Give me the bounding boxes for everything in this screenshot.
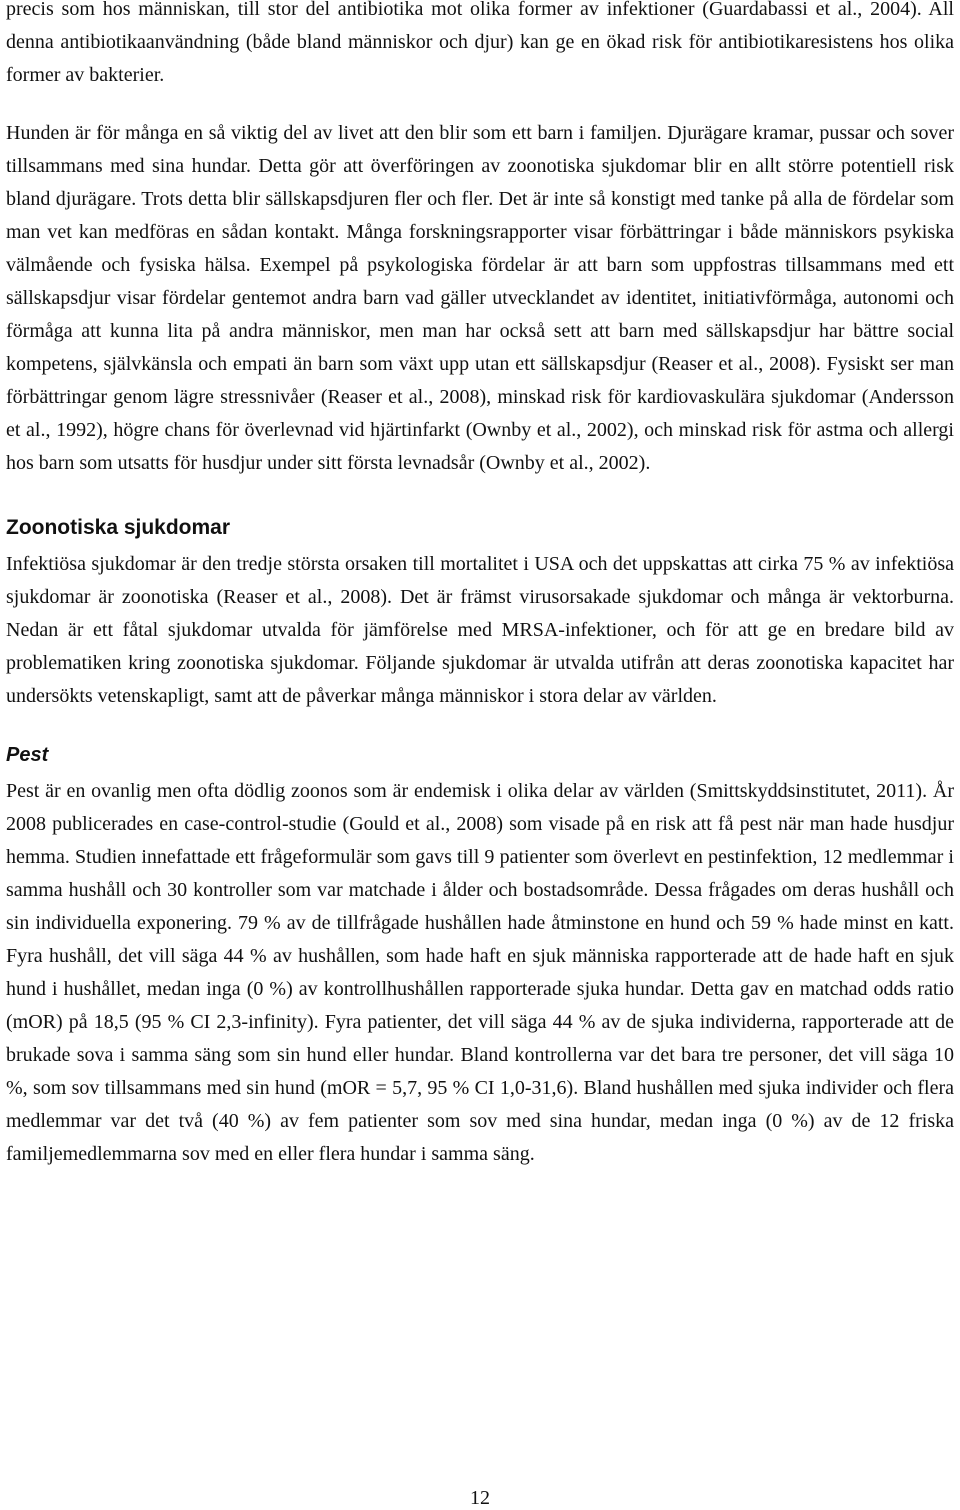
document-page xyxy=(6,0,954,1171)
section-heading: Zoonotiska sjukdomar xyxy=(6,516,231,539)
section-heading-wrapper xyxy=(6,512,954,544)
paragraph-pets-benefits: Hunden är för många en så viktig del av livet att den blir som ett barn i familjen. Djurägare kramar, pussar och sover tillsammans med sina hundar. Detta gör att överföringen av zoonotiska sjukdomar blir en allt större potentiell risk bland djurägare. Trots detta blir sällskapsdjuren fler och fler. Det är inte så konstigt med tanke på alla de fördelar som man vet kan medföras en sådan kontakt. Många forskningsrapporter visar förbättringar i både människors psykiska välmående och fysiska hälsa. Exempel på psykologiska fördelar är att barn som uppfostras tillsammans med ett sällskapsdjur visar fördelar gentemot andra barn vad gäller utvecklandet av identitet, initiativförmåga, autonomi och förmåga att kunna lita på andra människor, men man har också sett att barn med sällskapsdjur har bättre social kompetens, självkänsla och empati än barn som växt upp utan ett sällskapsdjur (Reaser et al., 2008). Fysiskt ser man förbättringar genom lägre stressnivåer (Reaser et al., 2008), minskad risk för kardiovaskulära sjukdomar (Andersson et al., 1992), högre chans för överlevnad vid hjärtinfarkt (Ownby et al., 2002), och minskad risk för astma och allergi hos barn som utsatts för husdjur under sitt första levnadsår (Ownby et al., 2002). xyxy=(6,122,954,474)
page-number: 12 xyxy=(470,1487,490,1509)
paragraph-zoonotic-diseases: Infektiösa sjukdomar är den tredje största orsaken till mortalitet i USA och det uppskattas att cirka 75 % av infektiösa sjukdomar är zoonotiska (Reaser et al., 2008). Det är främst virusorsakade sjukdomar och många är vektorburna. Nedan är ett fåtal sjukdomar utvalda för jämförelse med MRSA-infektioner, och för att ge en bredare bild av problematiken kring zoonotiska sjukdomar. Följande sjukdomar är utvalda utifrån att deras zoonotiska kapacitet har undersökts vetenskapligt, samt att de påverkar många människor i stora delar av världen. xyxy=(6,553,954,707)
subsection-heading-wrapper xyxy=(6,739,954,771)
paragraph-plague: Pest är en ovanlig men ofta dödlig zoonos som är endemisk i olika delar av världen (Smittskyddsinstitutet, 2011). År 2008 publicerades en case-control-studie (Gould et al., 2008) som visade på en risk att få pest när man hade husdjur hemma. Studien innefattade ett frågeformulär som gavs till 9 patienter som överlevt en pestinfektion, 12 medlemmar i samma hushåll och 30 kontroller som var matchade i ålder och bostadsområde. Dessa frågades om deras hushåll och sin individuella exponering. 79 % av de tillfrågade hushållen hade åtminstone en hund och 59 % hade minst en katt. Fyra hushåll, det vill säga 44 % av hushållen, som hade haft en sjuk människa rapporterade att de hade haft en sjuk hund i hushållet, medan inga (0 %) av kontrollhushållen rapporterade sjuka hundar. Detta gav en matchad odds ratio (mOR) på 18,5 (95 % CI 2,3-infinity). Fyra patienter, det vill säga 44 % av de sjuka individerna, rapporterade att de brukade sova i samma säng som sin hund eller hundar. Bland kontrollerna var det bara tre personer, det vill säga 10 %, som sov tillsammans med sin hund (mOR = 5,7, 95 % CI 1,0-31,6). Bland hushållen med sjuka individer och flera medlemmar var det två (40 %) av fem patienter som sov med sina hundar, medan inga (0 %) av de 12 friska familjemedlemmarna sov med en eller flera hundar i samma säng. xyxy=(6,780,954,1165)
paragraph-antibiotics: precis som hos människan, till stor del antibiotika mot olika former av infektioner (Guardabassi et al., 2004). All denna antibiotikaanvändning (både bland människor och djur) kan ge en ökad risk för antibiotikaresistens hos olika former av bakterier. xyxy=(6,0,954,86)
subsection-heading: Pest xyxy=(6,744,49,766)
